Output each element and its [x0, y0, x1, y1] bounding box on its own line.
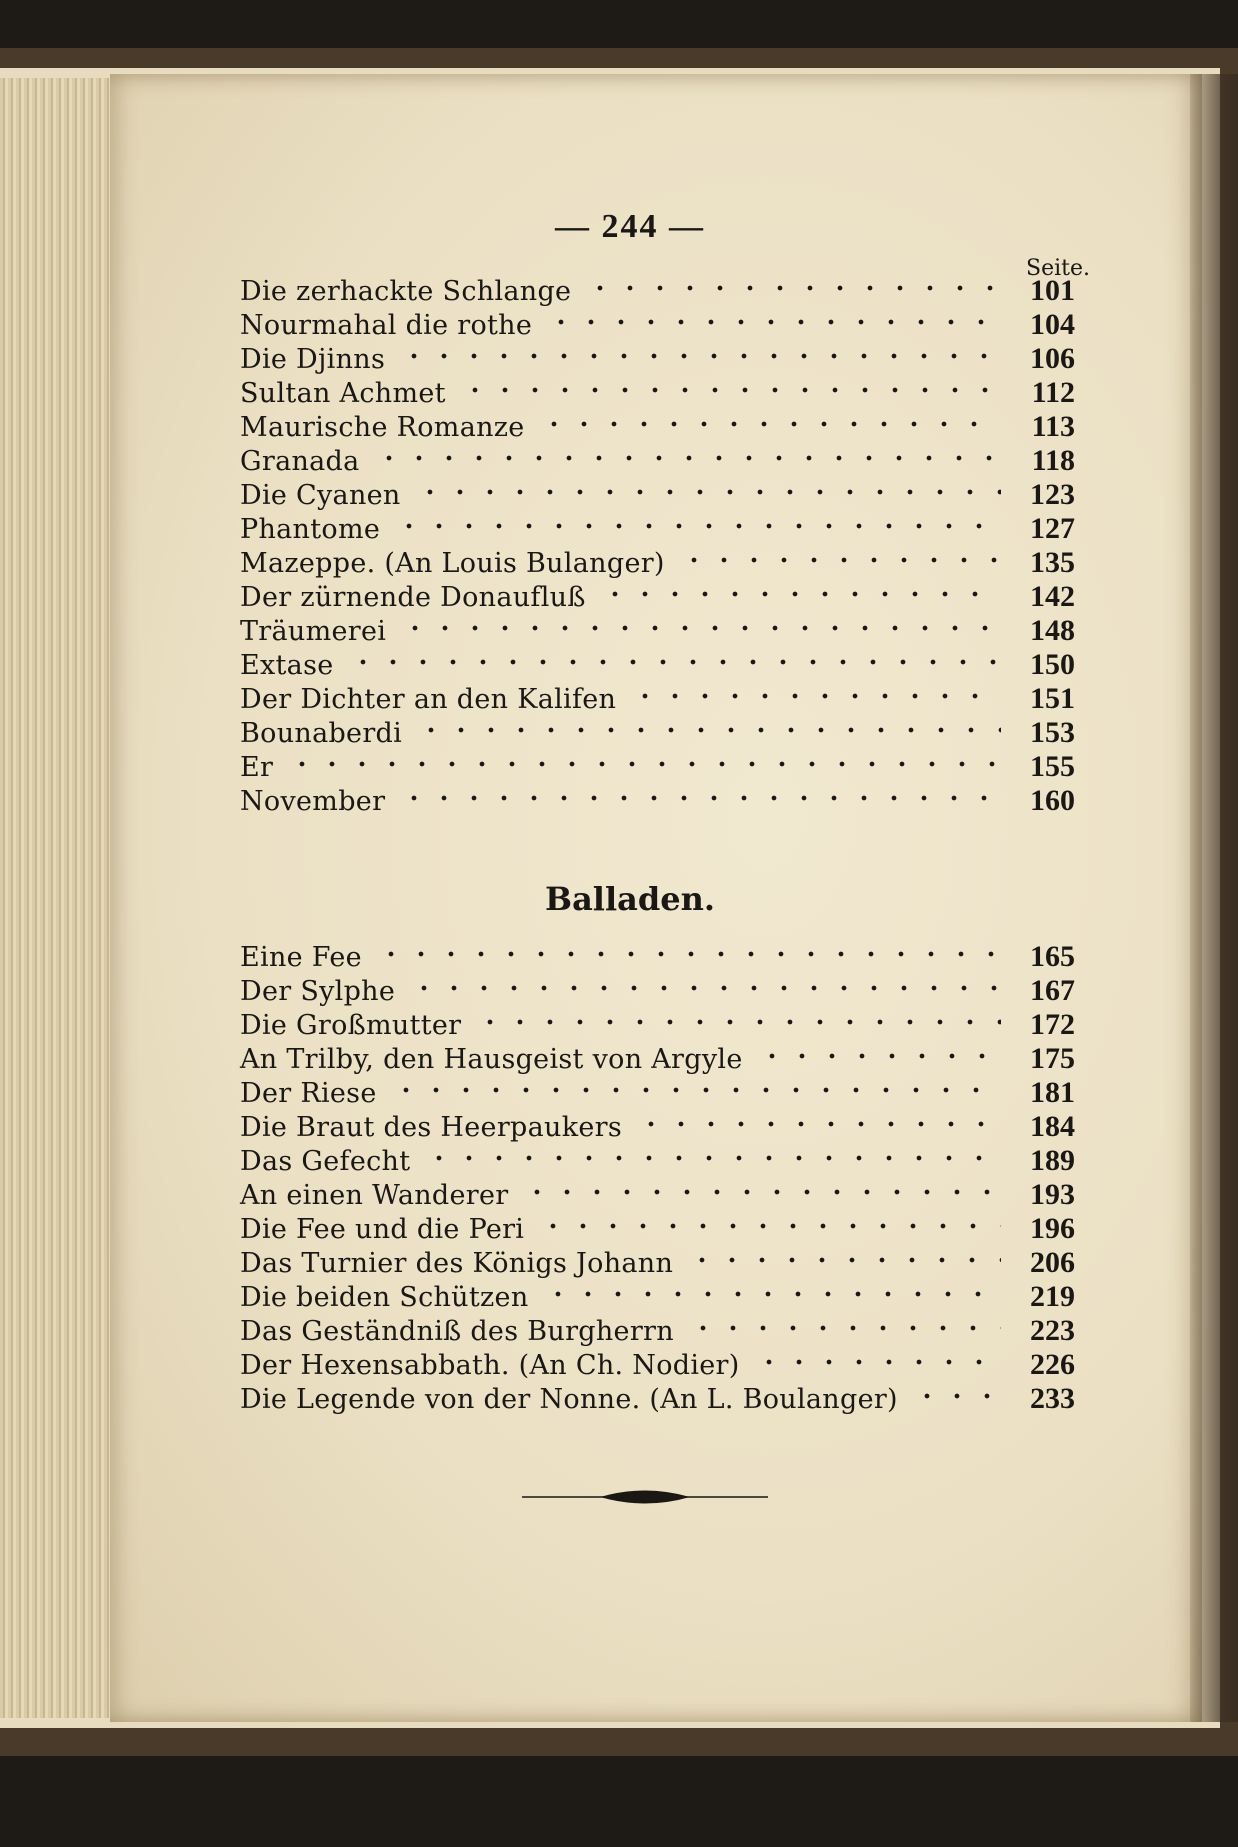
leader-dots [754, 1350, 1001, 1374]
toc-page-number: 175 [1030, 1042, 1075, 1075]
toc-entry [240, 580, 1075, 614]
leader-dots [636, 1112, 1001, 1136]
leader-dots [424, 1146, 1001, 1170]
toc-title: An Trilby, den Hausgeist von Argyle [240, 1044, 743, 1075]
leader-dots [522, 1180, 1001, 1204]
toc-page-number: 193 [1030, 1178, 1075, 1211]
toc-page-number: 206 [1030, 1246, 1075, 1279]
leader-dots [400, 616, 1001, 640]
leader-dots [475, 1010, 1001, 1034]
toc-page-number: 196 [1030, 1212, 1075, 1245]
leader-dots [399, 344, 1001, 368]
leader-dots [688, 1316, 1001, 1340]
toc-title: Extase [240, 650, 334, 681]
toc-page-number: 165 [1030, 940, 1075, 973]
toc-title: Die zerhackte Schlange [240, 276, 572, 307]
toc-title: Die beiden Schützen [240, 1282, 529, 1313]
leader-dots [539, 412, 1001, 436]
toc-page-number: 142 [1030, 580, 1075, 613]
toc-page-number: 106 [1030, 342, 1075, 375]
toc-entry [240, 1008, 1075, 1042]
toc-title: Das Turnier des Königs Johann [240, 1248, 674, 1279]
leader-dots [538, 1214, 1001, 1238]
toc-title: Die Fee und die Peri [240, 1214, 525, 1245]
seite-label: Seite. [1026, 256, 1090, 281]
leader-dots [409, 976, 1001, 1000]
leader-dots [399, 786, 1001, 810]
toc-title: Die Braut des Heerpaukers [240, 1112, 622, 1143]
toc-entry [240, 274, 1075, 308]
leader-dots [348, 650, 1001, 674]
toc-entry [240, 512, 1075, 546]
toc-page-number: 113 [1031, 410, 1075, 443]
toc-entry [240, 974, 1075, 1008]
toc-entry [240, 1144, 1075, 1178]
toc-entry [240, 1178, 1075, 1212]
toc-page-number: 189 [1030, 1144, 1075, 1177]
leader-dots [912, 1384, 1001, 1408]
leader-dots [391, 1078, 1001, 1102]
toc-page-number: 226 [1030, 1348, 1075, 1381]
toc-page-number: 112 [1031, 376, 1075, 409]
toc-entry [240, 1382, 1075, 1416]
toc-title: Das Geständniß des Burgherrn [240, 1316, 674, 1347]
toc-entry [240, 546, 1075, 580]
toc-entry [240, 614, 1075, 648]
toc-entry [240, 376, 1075, 410]
toc-page-number: 155 [1030, 750, 1075, 783]
toc-entry [240, 716, 1075, 750]
toc-page-number: 181 [1030, 1076, 1075, 1109]
toc-entry [240, 750, 1075, 784]
leader-dots [415, 480, 1001, 504]
toc-entry [240, 1314, 1075, 1348]
toc-entry [240, 342, 1075, 376]
toc-page-number: 127 [1030, 512, 1075, 545]
toc-title: Maurische Romanze [240, 412, 525, 443]
toc-title: Die Großmutter [240, 1010, 462, 1041]
toc-entry [240, 478, 1075, 512]
toc-title: Der Hexensabbath. (An Ch. Nodier) [240, 1350, 740, 1381]
leader-dots [374, 446, 1001, 470]
toc-entry [240, 1042, 1075, 1076]
toc-title: An einen Wanderer [240, 1180, 509, 1211]
leader-dots [376, 942, 1001, 966]
toc-page-number: 101 [1030, 274, 1075, 307]
toc-entry [240, 308, 1075, 342]
toc-title: Der zürnende Donaufluß [240, 582, 586, 613]
toc-title: Die Cyanen [240, 480, 401, 511]
toc-title: Bounaberdi [240, 718, 403, 749]
toc-page-number: 219 [1030, 1280, 1075, 1313]
toc-page-number: 153 [1030, 716, 1075, 749]
toc-page-number: 148 [1030, 614, 1075, 647]
toc-title: Phantome [240, 514, 381, 545]
toc-title: Eine Fee [240, 942, 362, 973]
toc-entry [240, 682, 1075, 716]
toc-title: Sultan Achmet [240, 378, 446, 409]
toc-page-number: 184 [1030, 1110, 1075, 1143]
toc-title: Mazeppe. (An Louis Bulanger) [240, 548, 665, 579]
leader-dots [630, 684, 1001, 708]
toc-title: Das Gefecht [240, 1146, 411, 1177]
toc-title: Granada [240, 446, 360, 477]
leader-dots [546, 310, 1001, 334]
toc-entry [240, 940, 1075, 974]
toc-page-number: 135 [1030, 546, 1075, 579]
leader-dots [287, 752, 1001, 776]
toc-entry [240, 1076, 1075, 1110]
page-number: — 244 — [555, 208, 705, 245]
toc-title: Nourmahal die rothe [240, 310, 533, 341]
leader-dots [460, 378, 1001, 402]
toc-title: Der Dichter an den Kalifen [240, 684, 617, 715]
leader-dots [687, 1248, 1001, 1272]
toc-title: Er [240, 752, 274, 783]
toc-entry [240, 1348, 1075, 1382]
section-heading-balladen: Balladen. [545, 880, 715, 918]
toc-page-number: 104 [1030, 308, 1075, 341]
toc-entry [240, 1110, 1075, 1144]
toc-entry [240, 1212, 1075, 1246]
toc-entry [240, 1246, 1075, 1280]
leader-dots [757, 1044, 1001, 1068]
toc-title: Die Djinns [240, 344, 386, 375]
toc-title: November [240, 786, 386, 817]
ornament-divider [520, 1482, 770, 1512]
toc-entry [240, 784, 1075, 818]
leader-dots [543, 1282, 1001, 1306]
leader-dots [585, 276, 1001, 300]
toc-title: Träumerei [240, 616, 387, 647]
toc-page-number: 118 [1031, 444, 1075, 477]
toc-title: Der Riese [240, 1078, 377, 1109]
toc-page-number: 167 [1030, 974, 1075, 1007]
toc-page-number: 151 [1030, 682, 1075, 715]
toc-title: Die Legende von der Nonne. (An L. Boulanger) [240, 1384, 898, 1415]
toc-page-number: 233 [1030, 1382, 1075, 1415]
leader-dots [416, 718, 1001, 742]
toc-page-number: 223 [1030, 1314, 1075, 1347]
toc-page-number: 150 [1030, 648, 1075, 681]
leader-dots [679, 548, 1001, 572]
leader-dots [600, 582, 1001, 606]
toc-entry [240, 648, 1075, 682]
toc-title: Der Sylphe [240, 976, 396, 1007]
leader-dots [394, 514, 1001, 538]
toc-entry [240, 1280, 1075, 1314]
toc-page-number: 172 [1030, 1008, 1075, 1041]
toc-page-number: 123 [1030, 478, 1075, 511]
toc-entry [240, 410, 1075, 444]
toc-page-number: 160 [1030, 784, 1075, 817]
toc-entry [240, 444, 1075, 478]
